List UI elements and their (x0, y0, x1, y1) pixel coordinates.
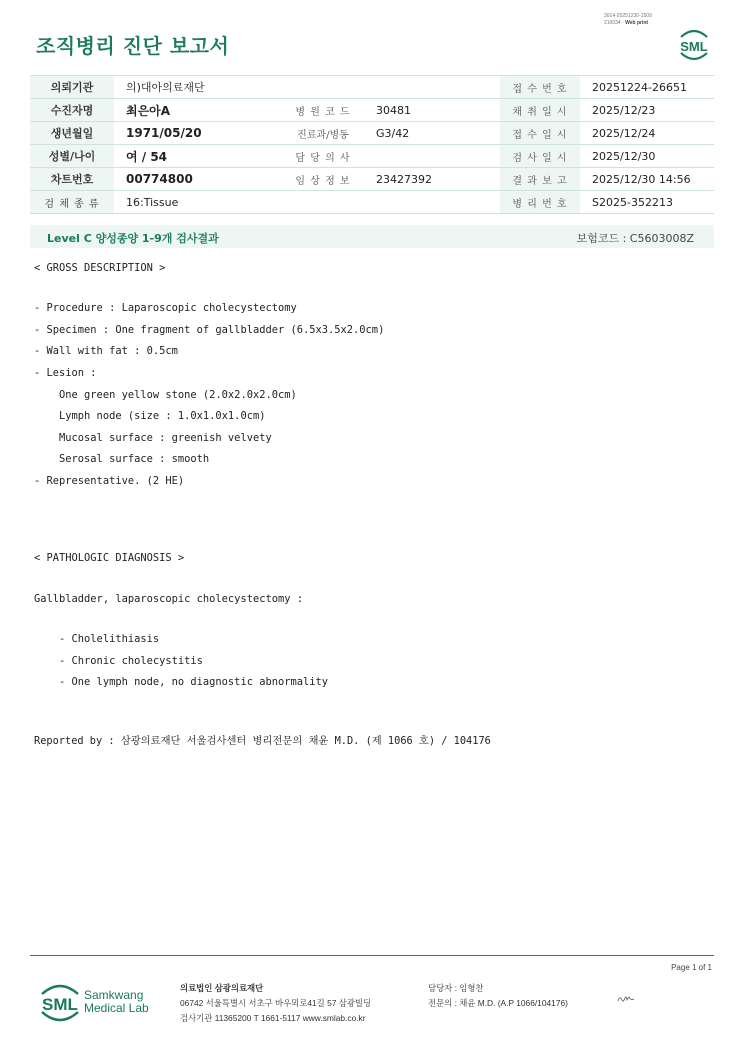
label-patient-name: 수진자명 (30, 99, 114, 122)
value-chart-no: 00774800 (114, 168, 282, 191)
gross-line: - Wall with fat : 0.5cm (34, 345, 178, 357)
value-collection-date: 2025/12/23 (580, 99, 714, 122)
specialist-name: 전문의 : 채윤 M.D. (A.P 1066/104176) (428, 998, 568, 1008)
web-print-label: Web print (625, 20, 649, 26)
label-sex-age: 성별/나이 (30, 145, 114, 168)
brand-line1: Samkwang (84, 988, 144, 1002)
gross-line: - Lesion : (34, 367, 97, 379)
diagnosis-item: - One lymph node, no diagnostic abnormality (34, 676, 329, 688)
test-level-title: Level C 양성종양 1-9개 검사결과 (47, 232, 219, 245)
footer-brand (84, 989, 149, 1015)
value-birth-date: 1971/05/20 (114, 122, 282, 145)
footer-divider (30, 955, 714, 956)
org-address: 06742 서울특별시 서초구 바우뫼로41길 57 삼광빌딩 (180, 998, 372, 1008)
label-collection-date: 채 취 일 시 (500, 99, 580, 122)
print-code-number: 210034 (604, 20, 621, 26)
label-accession-no: 접 수 번 호 (500, 76, 580, 99)
info-row (30, 76, 714, 99)
value-hospital-code: 30481 (364, 99, 500, 122)
print-code (604, 13, 652, 27)
label-department: 진료과/병동 (282, 122, 364, 145)
diagnosis-item: - Chronic cholecystitis (34, 655, 203, 667)
logo-text: SML (680, 39, 708, 54)
signature-icon (617, 993, 635, 1005)
gross-line: - Representative. (2 HE) (34, 475, 185, 487)
manager-name: 담당자 : 임형찬 (428, 983, 484, 993)
value-sex-age: 여 / 54 (114, 145, 282, 168)
diagnosis-item: - Cholelithiasis (34, 633, 160, 645)
value-result-report: 2025/12/30 14:56 (580, 168, 714, 191)
label-test-date: 검 사 일 시 (500, 145, 580, 168)
patient-info-table (30, 75, 714, 214)
info-row (30, 191, 714, 214)
reported-by: Reported by : 삼광의료재단 서울검사센터 병리전문의 채윤 M.D. (제 1066 호) / 104176 (34, 735, 491, 747)
value-requesting-org: 의)대아의료재단 (114, 76, 500, 99)
footer-org-info (180, 981, 371, 1026)
label-receipt-date: 접 수 일 시 (500, 122, 580, 145)
label-specimen-type: 검 체 종 류 (30, 191, 114, 214)
value-pathology-no: S2025-352213 (580, 191, 714, 214)
label-result-report: 결 과 보 고 (500, 168, 580, 191)
diagnosis-intro: Gallbladder, laparoscopic cholecystectomy : (34, 593, 303, 605)
org-contact: 검사기관 11365200 T 1661-5117 www.smlab.co.kr (180, 1013, 366, 1023)
gross-line: Serosal surface : smooth (34, 453, 210, 465)
info-row (30, 168, 714, 191)
label-chart-no: 차트번호 (30, 168, 114, 191)
page-number: Page 1 of 1 (671, 963, 712, 972)
brand-line2: Medical Lab (84, 1001, 149, 1015)
test-level-bar (30, 225, 714, 248)
label-pathology-no: 병 리 번 호 (500, 191, 580, 214)
insurance-code: 보험코드 : C5603008Z (576, 232, 694, 245)
footer-staff-info (428, 981, 568, 1011)
sml-footer-logo (36, 980, 84, 1026)
label-hospital-code: 병 원 코 드 (282, 99, 364, 122)
label-doctor: 담 당 의 사 (282, 145, 364, 168)
gross-line: One green yellow stone (2.0x2.0x2.0cm) (34, 389, 297, 401)
label-clinical-info: 임 상 정 보 (282, 168, 364, 191)
info-row (30, 145, 714, 168)
gross-line: Mucosal surface : greenish velvety (34, 432, 272, 444)
value-department: G3/42 (364, 122, 500, 145)
gross-line: - Procedure : Laparoscopic cholecystectomy (34, 302, 297, 314)
print-code-line2: 210034 · Web print (604, 20, 649, 26)
print-code-line1: 3014-20251230-1509 (604, 13, 652, 19)
label-birth-date: 생년월일 (30, 122, 114, 145)
sml-logo (676, 26, 712, 64)
org-name: 의료법인 삼광의료재단 (180, 983, 264, 993)
value-receipt-date: 2025/12/24 (580, 122, 714, 145)
value-specimen-type: 16:Tissue (114, 191, 500, 214)
footer-logo-text: SML (42, 995, 78, 1014)
info-row (30, 122, 714, 145)
gross-line: Lymph node (size : 1.0x1.0x1.0cm) (34, 410, 266, 422)
value-test-date: 2025/12/30 (580, 145, 714, 168)
info-row (30, 99, 714, 122)
gross-line: - Specimen : One fragment of gallbladder (6.5x3.5x2.0cm) (34, 324, 385, 336)
value-clinical-info: 23427392 (364, 168, 500, 191)
value-patient-name: 최은아A (114, 99, 282, 122)
label-requesting-org: 의뢰기관 (30, 76, 114, 99)
page-title: 조직병리 진단 보고서 (36, 34, 230, 58)
pathologic-diagnosis-header: < PATHOLOGIC DIAGNOSIS > (34, 552, 185, 564)
value-accession-no: 20251224-26651 (580, 76, 714, 99)
value-doctor (364, 145, 500, 168)
gross-description-header: < GROSS DESCRIPTION > (34, 262, 166, 274)
